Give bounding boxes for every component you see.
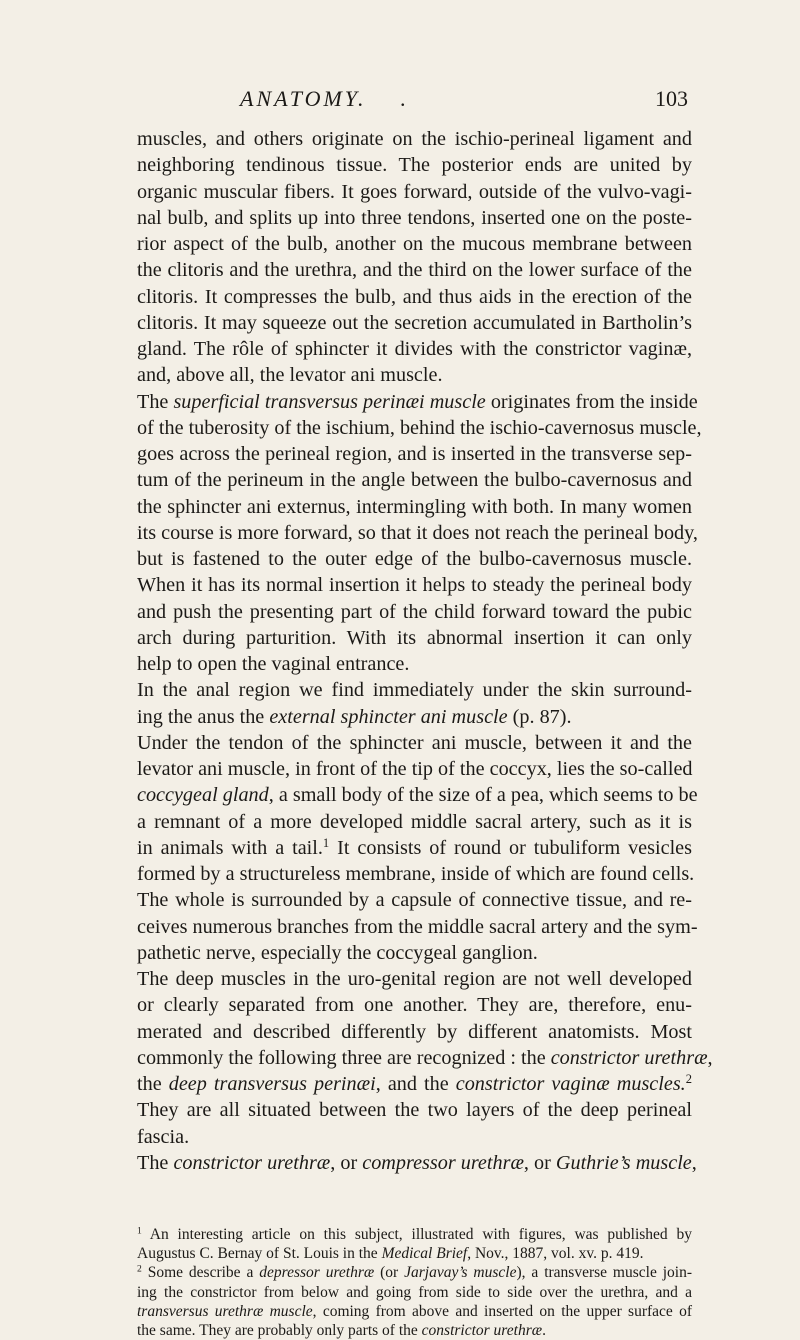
italic-term: constrictor urethræ: [550, 1046, 708, 1069]
text-run: and push the presenting part of the child forward toward the pubic: [137, 600, 692, 623]
text-run: formed by a structureless membrane, inside of which are found cells.: [137, 863, 695, 885]
italic-term: transversus urethræ muscle: [137, 1302, 313, 1320]
text-run: tum of the perineum in the angle between the bulbo-cavernosus and: [137, 469, 692, 492]
text-run: gland. The rôle of sphincter it divides with the constrictor vaginæ,: [137, 338, 692, 360]
text-run: in animals with a tail.: [137, 836, 323, 859]
text-run: arch during parturition. With its abnormal insertion it can only: [137, 626, 692, 649]
footnote-ref: 1: [322, 835, 330, 850]
running-header: [138, 86, 688, 116]
text-run: The deep muscles in the uro-genital region are not well developed: [137, 968, 692, 990]
text-run: , or: [523, 1151, 556, 1174]
text-line: [137, 415, 702, 441]
text-line: [137, 1124, 692, 1150]
text-run: It consists of round or tubuliform vesicles: [329, 836, 692, 859]
text-line: [137, 310, 692, 336]
text-line: [137, 625, 692, 651]
text-run: help to open the vaginal entrance.: [137, 653, 410, 675]
italic-term: Guthrie’s muscle: [555, 1151, 692, 1174]
body-text: [137, 126, 713, 1176]
text-line: [137, 1045, 713, 1071]
text-line: [137, 389, 698, 415]
text-run: fascia.: [137, 1125, 190, 1148]
text-run: The: [137, 390, 174, 413]
text-run: ing the anus the: [137, 705, 270, 728]
text-line: [137, 152, 692, 178]
footnote-ref: 2: [137, 1264, 142, 1276]
text-line: [137, 231, 692, 257]
text-run: The whole is surrounded by a capsule of connective tissue, and re-: [137, 889, 692, 912]
text-run: ,: [691, 1151, 697, 1174]
footnote-ref: 2: [685, 1072, 692, 1087]
italic-term: Medical Brief: [381, 1245, 468, 1263]
text-line: [137, 730, 692, 756]
text-line: [137, 336, 692, 362]
text-run: neighboring tendinous tissue. The posterior ends are united by: [137, 154, 692, 177]
text-run: (p. 87).: [507, 705, 572, 728]
text-line: [137, 914, 698, 940]
text-run: In the anal region we find immediately under the skin surround-: [137, 679, 692, 702]
text-run: organic muscular fibers. It goes forward, outside of the vulvo-vagi-: [137, 180, 692, 203]
header-separator: .: [400, 86, 406, 111]
footnote-line: [137, 1283, 692, 1302]
running-title: ANATOMY.: [240, 86, 367, 111]
text-run: originates from the inside: [485, 390, 698, 413]
text-line: [137, 257, 692, 283]
italic-term: depressor urethræ: [259, 1264, 375, 1282]
text-line: [137, 966, 692, 992]
text-line: [137, 1019, 692, 1045]
text-run: , coming from above and inserted on the upper surface of: [312, 1302, 692, 1320]
page-number: 103: [655, 86, 688, 111]
text-run: the: [137, 1073, 169, 1095]
text-run: Some describe a: [141, 1264, 260, 1282]
text-line: [137, 520, 698, 546]
text-run: goes across the perineal region, and is inserted in the transverse sep-: [137, 443, 692, 465]
text-line: [137, 284, 692, 310]
text-line: [137, 572, 692, 598]
text-run: Under the tendon of the sphincter ani muscle, between it and the: [137, 731, 692, 754]
footnote-line: [137, 1244, 692, 1263]
italic-term: constrictor urethræ: [173, 1151, 331, 1174]
footnote-line: [137, 1302, 692, 1321]
footnote-ref: 1: [137, 1225, 142, 1237]
text-run: When it has its normal insertion it helps to steady the perineal body: [137, 574, 692, 597]
text-line: [137, 467, 692, 493]
text-run: ceives numerous branches from the middle sacral artery and the sym-: [137, 915, 698, 938]
italic-term: constrictor urethræ: [421, 1322, 543, 1340]
text-line: [137, 1097, 692, 1123]
text-run: merated and described differently by different anatomists. Most: [137, 1020, 692, 1043]
footnote-line: [137, 1225, 692, 1244]
italic-term: superficial transversus perinæi muscle: [173, 390, 486, 413]
text-line: [137, 992, 692, 1018]
text-run: , Nov., 1887, vol. xv. p. 419.: [467, 1245, 644, 1263]
text-run: , or: [330, 1151, 363, 1174]
text-line: [137, 861, 695, 887]
italic-term: compressor urethræ: [362, 1151, 524, 1174]
text-run: a remnant of a more developed middle sacral artery, such as it is: [137, 810, 692, 833]
text-run: The: [137, 1151, 174, 1174]
text-line: [137, 677, 692, 703]
text-run: clitoris. It may squeeze out the secretion accumulated in Bartholin’s: [137, 311, 692, 334]
text-run: muscles, and others originate on the ischio-perineal ligament and: [137, 128, 692, 150]
text-line: [137, 887, 692, 913]
text-line: [137, 179, 692, 205]
text-run: ), a transverse muscle join-: [516, 1264, 693, 1282]
text-run: levator ani muscle, in front of the tip of the coccyx, lies the so-called: [137, 758, 693, 780]
text-run: , a small body of the size of a pea, which seems to be: [268, 784, 698, 807]
text-line: [137, 546, 692, 572]
text-run: the same. They are probably only parts of the: [137, 1322, 422, 1340]
text-run: clitoris. It compresses the bulb, and thus aids in the erection of the: [137, 285, 692, 308]
text-run: Augustus C. Bernay of St. Louis in the: [137, 1245, 382, 1263]
text-line: [137, 940, 692, 966]
text-run: of the tuberosity of the ischium, behind the ischio-cavernosus muscle,: [137, 416, 702, 439]
italic-term: external sphincter ani muscle: [269, 705, 508, 728]
text-line: [137, 756, 692, 782]
text-run: .: [542, 1322, 546, 1340]
text-line: [137, 362, 692, 388]
text-run: ,: [707, 1046, 713, 1069]
text-line: [137, 126, 692, 152]
text-run: ing the constrictor from below and going from side to side over the urethra, and a: [137, 1283, 692, 1301]
text-line: [137, 599, 692, 625]
text-run: the sphincter ani externus, intermingling with both. In many women: [137, 495, 692, 518]
footnote-line: [137, 1321, 692, 1340]
text-run: An interesting article on this subject, illustrated with figures, was published by: [141, 1226, 692, 1243]
text-run: but is fastened to the outer edge of the bulbo-cavernosus muscle.: [137, 548, 692, 570]
text-run: , and the: [375, 1073, 456, 1095]
italic-term: deep transversus perinæi: [168, 1073, 376, 1095]
text-run: They are all situated between the two layers of the deep perineal: [137, 1099, 692, 1122]
text-run: its course is more forward, so that it does not reach the perineal body,: [137, 521, 698, 544]
text-run: nal bulb, and splits up into three tendons, inserted one on the poste-: [137, 206, 692, 229]
footnote-line: [137, 1263, 692, 1282]
text-line: [137, 441, 692, 467]
text-run: rior aspect of the bulb, another on the mucous membrane between: [137, 233, 692, 255]
text-run: the clitoris and the urethra, and the third on the lower surface of the: [137, 259, 692, 282]
italic-term: coccygeal gland: [137, 784, 269, 807]
italic-term: Jarjavay’s muscle: [404, 1264, 517, 1282]
text-run: or clearly separated from one another. They are, therefore, enu-: [137, 994, 692, 1017]
text-line: [137, 809, 692, 835]
text-line: [137, 835, 692, 861]
text-line: [137, 1150, 697, 1176]
footnotes: [137, 1225, 692, 1340]
text-run: pathetic nerve, especially the coccygeal ganglion.: [137, 941, 538, 964]
text-line: [137, 651, 692, 677]
text-line: [137, 782, 698, 808]
text-run: and, above all, the levator ani muscle.: [137, 364, 443, 387]
text-line: [137, 704, 692, 730]
text-line: [137, 494, 692, 520]
text-run: (or: [374, 1264, 405, 1282]
text-line: [137, 1071, 692, 1097]
text-line: [137, 205, 692, 231]
italic-term: constrictor vaginæ muscles.: [455, 1073, 686, 1095]
text-run: commonly the following three are recognized : the: [137, 1046, 551, 1069]
